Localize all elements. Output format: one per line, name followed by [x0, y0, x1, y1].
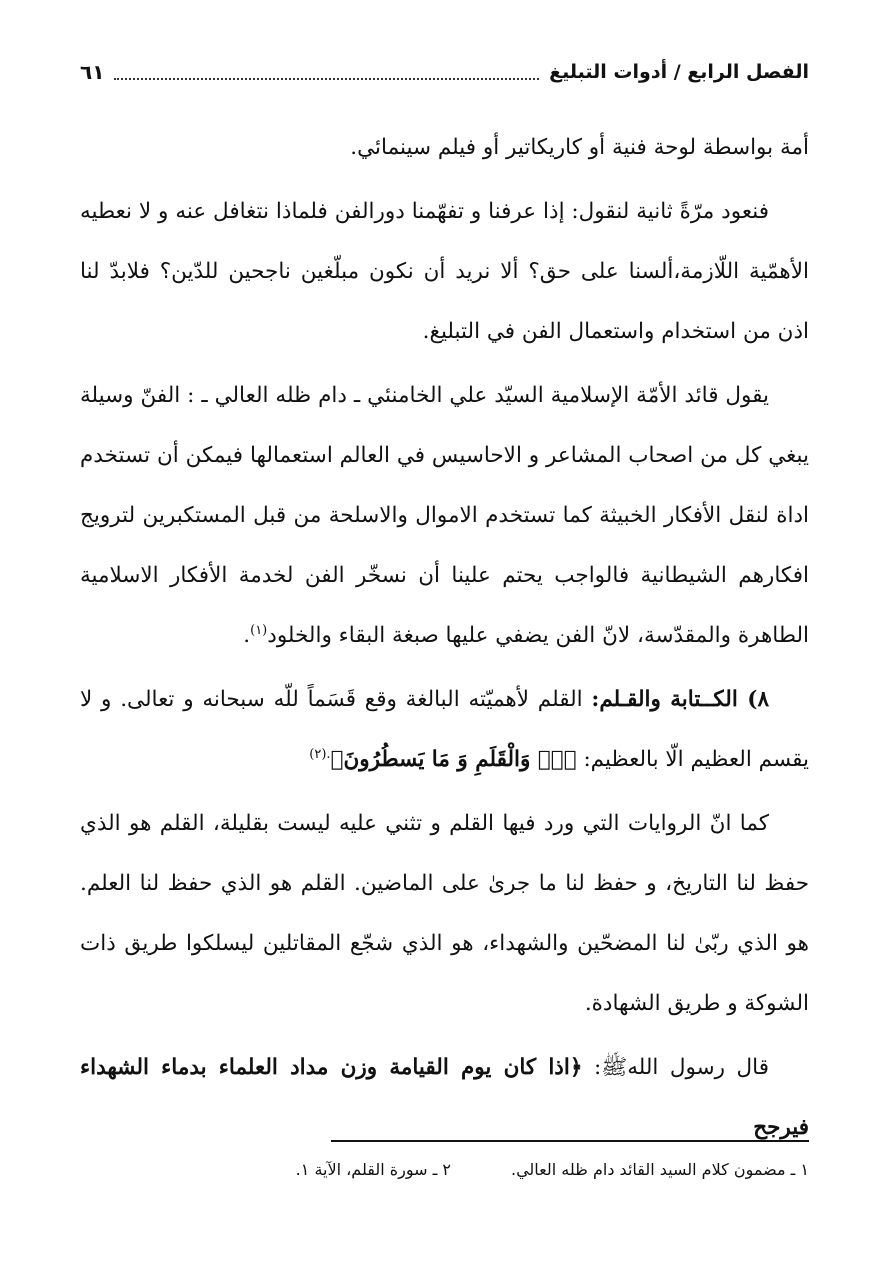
paragraph-5: كما انّ الروايات التي ورد فيها القلم و تثني عليه ليست بقليلة، القلم هو الذي حفظ لنا التاريخ، و حفظ لنا ما جرىٰ على الماضين. القلم هو الذي حفظ لنا العلم. هو الذي ربّىٰ لنا المضحّين والشهداء، هو الذي شجّع المقاتلين ليسلكوا طريق ذات الشوكة و طريق الشهادة.: [80, 811, 809, 1016]
running-header: [80, 52, 809, 92]
paragraph-3: يقول قائد الأمّة الإسلامية السيّد علي الخامنئي ـ دام ظله العالي ـ : الفنّ وسيلة يبغي كل من اصحاب المشاعر و الاحاسيس في العالم استعمالها فيمكن أن تستخدم اداة لنقل الأفكار الخبيثة كما تستخدم الاموال والاسلحة من قبل المستكبرين لترويج افكارهم الشيطانية فالواجب يحتم علينا أن نسخّر الفن لخدمة الأفكار الاسلامية الطاهرة والمقدّسة، لانّ الفن يضفي عليها صبغة البقاء والخلود$^{(١)}$.: [80, 383, 809, 648]
hadith-quote: ﴿اذا كان يوم القيامة وزن مداد العلماء بدماء الشهداء فيرجح: [80, 1055, 809, 1140]
footnote-1: ١ ـ مضمون كلام السيد القائد دام ظله العالي.: [510, 1160, 809, 1179]
section-heading: ٨) الكــتابة والقـلم:: [591, 687, 769, 712]
body-text: [80, 118, 809, 1162]
paragraph-2: فنعود مرّةً ثانية لنقول: إذا عرفنا و تفهّمنا دورالفن فلماذا نتغافل عنه و لا نعطيه الأهمّية اللّازمة،ألسنا على حق؟ ألا نريد أن نكون مبلّغين ناجحين للدّين؟ فلابدّ لنا اذن من استخدام واستعمال الفن في التبليغ.: [80, 199, 809, 344]
footnote-divider: [331, 1140, 809, 1142]
footnotes: [80, 1160, 809, 1179]
chapter-title: الفصل الرابع / أدوات التبليغ: [549, 61, 809, 83]
paragraph-1: أمة بواسطة لوحة فنية أو كاريكاتير أو فيلم سينمائي.: [350, 135, 809, 160]
leader-dots: [114, 64, 539, 80]
footnote-ref-2[interactable]: .(٢): [309, 746, 331, 762]
footnote-2: ٢ ـ سورة القلم، الآية ١.: [295, 1160, 451, 1179]
paragraph-4: ٨) الكــتابة والقـلم: القلم لأهميّته البالغة وقع قَسَماً للّه سبحانه و تعالى. و لا يقسم العظيم الّا بالعظيم: ﴿نۤ وَالْقَلَمِ وَ مَا يَسطُرُونَ﴾$^{.(٢)}$: [80, 687, 809, 772]
footnote-ref-1[interactable]: (١): [250, 622, 268, 638]
page-number: ٦١: [80, 60, 105, 84]
paragraph-6: قال رسول اللهﷺ: ﴿اذا كان يوم القيامة وزن مداد العلماء بدماء الشهداء فيرجح: [80, 1055, 809, 1140]
quran-verse: ﴿نۤ وَالْقَلَمِ وَ مَا يَسطُرُونَ﴾: [330, 747, 577, 772]
